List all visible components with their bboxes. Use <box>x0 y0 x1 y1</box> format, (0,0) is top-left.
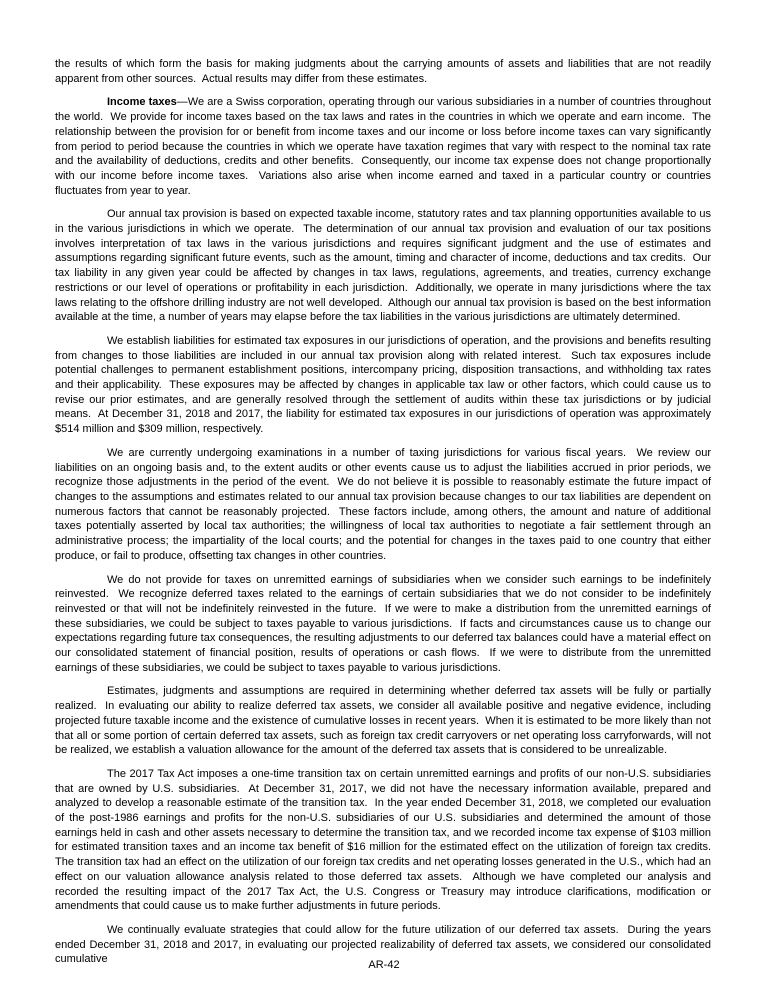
paragraph-2017-tax-act: The 2017 Tax Act imposes a one-time transition tax on certain unremitted earnings and profits of our non-U.S. subsidiaries that are owned by U.S. subsidiaries. At December 31, 2017, we did not have the necessary information available, prepared and analyzed to develop a reasonable estimate of the transition tax. In the year ended December 31, 2018, we completed our evaluation of the post-1986 earnings and profits for the non-U.S. subsidiaries of our U.S. subsidiaries and determined the amount of those earnings held in cash and other assets necessary to determine the transition tax, and we recorded income tax expense of $103 million for estimated transition taxes and an income tax benefit of $16 million for the estimated effect on the utilization of foreign tax credits. The transition tax had an effect on the utilization of our foreign tax credits and net operating losses generated in the U.S., which had an effect on our valuation allowance analysis related to those deferred tax assets. Although we have completed our analysis and recorded the resulting impact of the 2017 Tax Act, the U.S. Congress or Treasury may introduce clarifications, modification or amendments that could cause us to make further adjustments in future periods. <box>55 767 718 913</box>
paragraph-examinations: We are currently undergoing examinations in a number of taxing jurisdictions for various fiscal years. We review our liabilities on an ongoing basis and, to the extent audits or other events cause us to adjust the liabilities accrued in prior periods, we recognize those adjustments in the period of the event. We do not believe it is possible to reasonably estimate the future impact of changes to the assumptions and estimates related to our annual tax provision because changes to our tax liabilities are dependent on numerous factors that cannot be reasonably projected. These factors include, among others, the amount and nature of additional taxes potentially asserted by local tax authorities; the willingness of local tax authorities to negotiate a fair settlement through an administrative process; the impartiality of the local courts; and the potential for changes in the taxes paid to one country that either produce, or fail to produce, offsetting tax changes in other countries. <box>55 446 715 562</box>
income-taxes-heading: Income taxes <box>107 96 177 109</box>
paragraph-unremitted-earnings: We do not provide for taxes on unremitted earnings of subsidiaries when we consider such earnings to be indefinitely reinvested. We recognize deferred taxes related to the earnings of certain subsidiaries that we do not consider to be indefinitely reinvested or that will not be indefinitely reinvested in the future. If we were to make a distribution from the unremitted earnings of these subsidiaries, we could be subject to taxes payable to various jurisdictions. If facts and circumstances cause us to change our expectations regarding future tax consequences, the resulting adjustments to our deferred tax balances could have a material effect on our consolidated statement of financial position, results of operations or cash flows. If we were to distribute from the unremitted earnings of these subsidiaries, we could be subject to taxes payable to various jurisdictions. <box>55 573 715 674</box>
paragraph-income-taxes <box>55 95 715 198</box>
paragraph-annual-tax-provision: Our annual tax provision is based on expected taxable income, statutory rates and tax planning opportunities available to us in the various jurisdictions in which we operate. The determination of our annual tax provision and evaluation of our tax positions involves interpretation of tax laws in the various jurisdictions and requires significant judgment and the use of estimates and assumptions regarding significant future events, such as the amount, timing and character of income, deductions and tax credits. Our tax liability in any given year could be affected by changes in tax laws, regulations, agreements, and treaties, currency exchange restrictions or our level of operations or profitability in each jurisdiction. Additionally, we operate in many jurisdictions where the tax laws relating to the offshore drilling industry are not well developed. Although our annual tax provision is based on the best information available at the time, a number of years may elapse before the tax liabilities in the various jurisdictions are ultimately determined. <box>55 208 715 324</box>
page-body <box>55 57 718 976</box>
paragraph-income-taxes-text: —We are a Swiss corporation, operating through our various subsidiaries in a number of countries throughout the world. We provide for income taxes based on the tax laws and rates in the countries in which we operate and earn income. The relationship between the provision for or benefit from income taxes and our income or loss before income taxes can vary significantly from period to period because the countries in which we operate have taxation regimes that vary with respect to the nominal tax rate and the availability of deductions, credits and other benefits. Consequently, our income tax expense does not change proportionally with our income before income taxes. Variations also arise when income earned and taxed in a particular country or countries fluctuates from year to year. <box>55 96 715 197</box>
paragraph-continuation: the results of which form the basis for making judgments about the carrying amounts of assets and liabilities that are not readily apparent from other sources. Actual results may differ from these estimates. <box>55 58 715 85</box>
paragraph-strategies: We continually evaluate strategies that could allow for the future utilization of our deferred tax assets. During the years ended December 31, 2018 and 2017, in evaluating our projected realizability of deferred tax assets, we considered our consolidated cumulative <box>55 923 715 966</box>
paragraph-tax-exposures: We establish liabilities for estimated tax exposures in our jurisdictions of operation, and the provisions and benefits resulting from changes to those liabilities are included in our annual tax provision along with related interest. Such tax exposures include potential challenges to permanent establishment positions, intercompany pricing, disposition transactions, and withholding tax rates and their applicability. These exposures may be affected by changes in applicable tax law or other factors, which could cause us to revise our prior estimates, and are generally resolved through the settlement of audits within these tax jurisdictions or by judicial means. At December 31, 2018 and 2017, the liability for estimated tax exposures in our jurisdictions of operation was approximately $514 million and $309 million, respectively. <box>55 334 715 436</box>
paragraph-deferred-tax-assets: Estimates, judgments and assumptions are required in determining whether deferred tax assets will be fully or partially realized. In evaluating our ability to realize deferred tax assets, we consider all available positive and negative evidence, including projected future taxable income and the existence of cumulative losses in recent years. When it is estimated to be more likely than not that all or some portion of certain deferred tax assets, such as foreign tax credit carryovers or net operating loss carryforwards, will not be realized, we establish a valuation allowance for the amount of the deferred tax assets that is considered to be unrealizable. <box>55 685 715 757</box>
page-number: AR-42 <box>368 959 400 971</box>
